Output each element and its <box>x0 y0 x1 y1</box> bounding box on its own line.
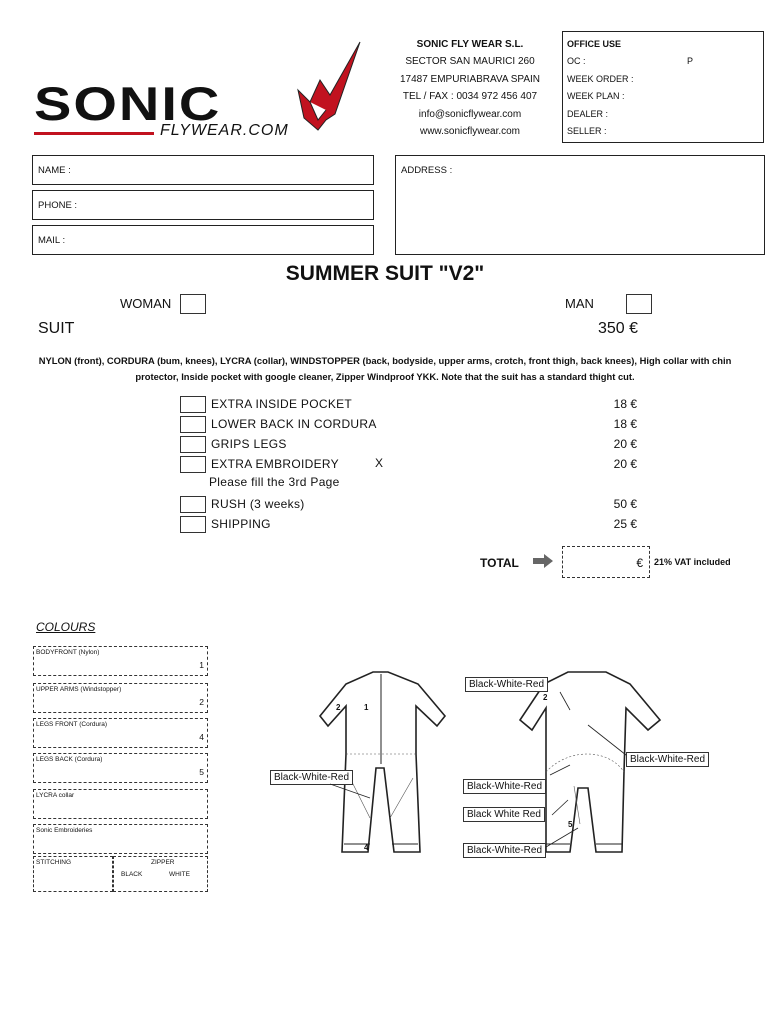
company-street: SECTOR SAN MAURICI 260 <box>405 56 535 68</box>
option-checkbox-shipping[interactable] <box>180 516 206 533</box>
logo-swoosh-icon <box>290 40 365 140</box>
office-seller: SELLER : <box>567 125 607 136</box>
colour-num-legs-back: 5 <box>199 767 204 777</box>
logo-wordmark: SONIC <box>34 76 222 131</box>
option-price-shipping: 25 € <box>613 517 637 531</box>
stitching-label: STITCHING <box>36 859 72 866</box>
front-tag-leader <box>330 782 375 802</box>
option-price-pocket: 18 € <box>613 397 637 411</box>
company-city: 17487 EMPURIABRAVA SPAIN <box>399 73 541 85</box>
name-field[interactable] <box>32 155 374 185</box>
embroidery-mark: X <box>375 456 384 470</box>
option-checkbox-rush[interactable] <box>180 496 206 513</box>
front-num-2: 2 <box>336 703 341 712</box>
phone-field[interactable] <box>32 190 374 220</box>
front-colour-tag: Black-White-Red <box>270 770 353 785</box>
colour-label-bodyfront: BODYFRONT (Nylon) <box>36 649 100 656</box>
man-label: MAN <box>565 296 594 311</box>
office-oc-label: OC : <box>567 56 586 67</box>
colour-label-lycra: LYCRA collar <box>36 792 75 799</box>
colour-field-lycra[interactable] <box>33 789 208 819</box>
logo-subtitle: FLYWEAR.COM <box>160 122 289 139</box>
company-phone: TEL / FAX : 0034 972 456 407 <box>402 91 538 103</box>
company-name: SONIC FLY WEAR S.L. <box>416 39 524 50</box>
option-label-embroidery: EXTRA EMBROIDERY <box>211 457 339 471</box>
colour-field-bodyfront[interactable] <box>33 646 208 676</box>
colour-label-upper-arms: UPPER ARMS (Windstopper) <box>36 686 122 693</box>
colour-label-legs-front: LEGS FRONT (Cordura) <box>36 721 108 728</box>
back-tag-leaders <box>460 670 730 860</box>
page-title: SUMMER SUIT "V2" <box>285 262 485 285</box>
name-label: NAME : <box>38 165 71 176</box>
logo-underline <box>34 132 154 135</box>
front-num-4: 4 <box>364 843 369 852</box>
back-num-5: 5 <box>568 820 573 829</box>
company-website[interactable]: www.sonicflywear.com <box>419 126 521 138</box>
total-field[interactable] <box>562 546 650 578</box>
colour-field-legs-front[interactable] <box>33 718 208 748</box>
colour-field-embroideries[interactable] <box>33 824 208 854</box>
office-p-label: P <box>686 56 693 67</box>
company-email[interactable]: info@sonicflywear.com <box>418 108 522 120</box>
zipper-black-option[interactable]: BLACK <box>121 871 143 878</box>
suit-front-diagram <box>318 668 448 864</box>
back-num-2: 2 <box>543 693 548 702</box>
colour-label-legs-back: LEGS BACK (Cordura) <box>36 756 103 763</box>
option-checkbox-pocket[interactable] <box>180 396 206 413</box>
stitching-field[interactable] <box>33 856 113 892</box>
option-label-lower-back: LOWER BACK IN CORDURA <box>211 417 377 431</box>
suit-label: SUIT <box>38 320 75 337</box>
option-checkbox-lower-back[interactable] <box>180 416 206 433</box>
office-dealer: DEALER : <box>567 108 609 119</box>
zipper-white-option[interactable]: WHITE <box>169 871 190 878</box>
option-label-rush: RUSH (3 weeks) <box>211 497 305 511</box>
suit-description: NYLON (front), CORDURA (bum, knees), LYCRA (collar), WINDSTOPPER (back, bodyside, upper arms, crotch, front thigh, back knees), High collar with chin protector, Inside pocket with google cleaner, Zipper Windproof YKK. Note that the suit has a standard thight cut. <box>38 355 732 382</box>
arrow-right-icon <box>532 553 554 569</box>
address-label: ADDRESS : <box>401 165 453 176</box>
total-label: TOTAL <box>480 556 519 570</box>
back-colour-tag-top: Black-White-Red <box>465 677 548 692</box>
vat-note: 21% VAT included <box>654 557 731 567</box>
zipper-field[interactable] <box>113 856 208 892</box>
office-week-plan: WEEK PLAN : <box>567 91 625 102</box>
colour-num-upper-arms: 2 <box>199 697 204 707</box>
office-week-order: WEEK ORDER : <box>567 73 634 84</box>
colours-title: COLOURS <box>36 620 96 634</box>
front-num-1: 1 <box>364 703 369 712</box>
company-info <box>385 36 555 140</box>
mail-field[interactable] <box>32 225 374 255</box>
back-colour-tag-right: Black-White-Red <box>626 752 709 767</box>
option-price-lower-back: 18 € <box>613 417 637 431</box>
man-checkbox[interactable] <box>626 294 652 314</box>
option-price-embroidery: 20 € <box>613 457 637 471</box>
total-currency: € <box>636 556 643 570</box>
embroidery-note: Please fill the 3rd Page <box>209 475 340 489</box>
option-label-shipping: SHIPPING <box>211 517 271 531</box>
option-checkbox-grips[interactable] <box>180 436 206 453</box>
office-use-box <box>562 31 764 143</box>
phone-label: PHONE : <box>38 200 78 211</box>
colour-num-bodyfront: 1 <box>199 660 204 670</box>
option-price-rush: 50 € <box>613 497 637 511</box>
option-label-pocket: EXTRA INSIDE POCKET <box>211 397 353 411</box>
back-colour-tag-low: Black White Red <box>463 807 545 822</box>
address-field[interactable] <box>395 155 765 255</box>
option-price-grips: 20 € <box>613 437 637 451</box>
woman-checkbox[interactable] <box>180 294 206 314</box>
colour-field-upper-arms[interactable] <box>33 683 208 713</box>
colour-label-embroideries: Sonic Embroideries <box>36 827 93 834</box>
back-colour-tag-bottom: Black-White-Red <box>463 843 546 858</box>
zipper-label: ZIPPER <box>151 859 175 866</box>
colour-field-legs-back[interactable] <box>33 753 208 783</box>
office-oc-row <box>567 53 759 70</box>
option-label-grips: GRIPS LEGS <box>211 437 287 451</box>
colour-num-legs-front: 4 <box>199 732 204 742</box>
office-use-title: OFFICE USE <box>567 39 622 49</box>
suit-price: 350 € <box>597 320 638 337</box>
option-checkbox-embroidery[interactable] <box>180 456 206 473</box>
woman-label: WOMAN <box>120 296 172 311</box>
back-colour-tag-mid: Black-White-Red <box>463 779 546 794</box>
mail-label: MAIL : <box>38 235 66 246</box>
